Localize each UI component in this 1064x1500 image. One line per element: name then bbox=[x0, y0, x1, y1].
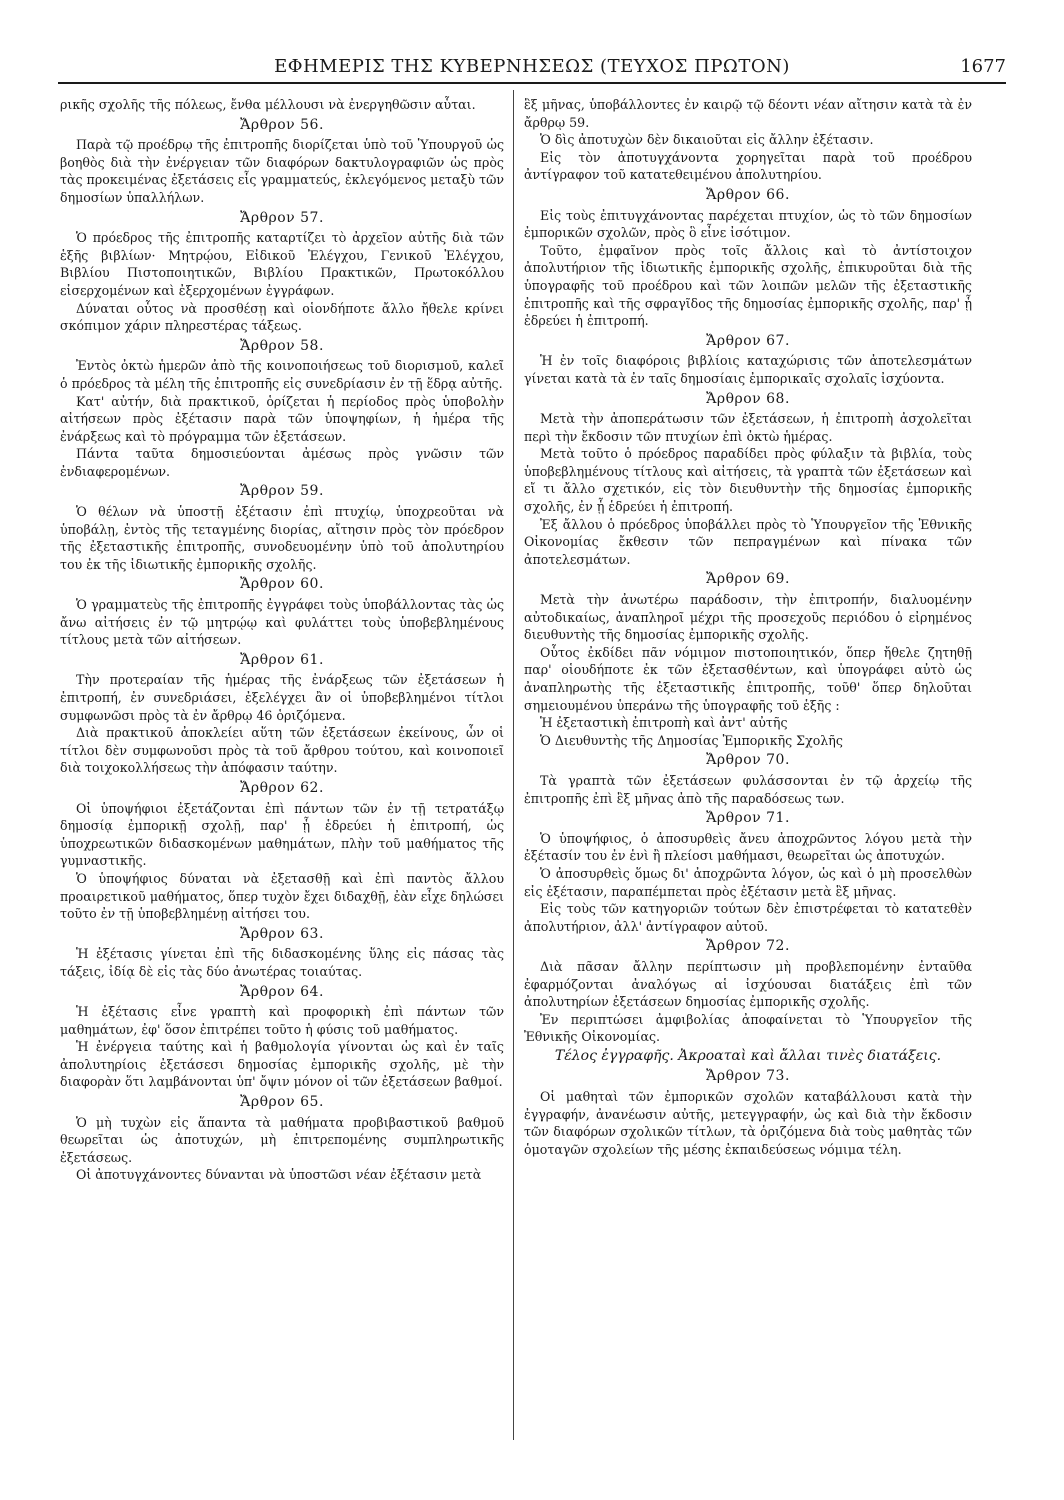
article-heading: Ἄρθρον 58. bbox=[240, 337, 324, 354]
paragraph: Τὰ γραπτὰ τῶν ἐξετάσεων φυλάσσονται ἐν τῷ ἀρχείῳ τῆς ἐπιτροπῆς ἐπὶ ἓξ μῆνας ἀπὸ τῆς παραδόσεως των. bbox=[524, 772, 972, 806]
article-heading: Ἄρθρον 67. bbox=[706, 332, 790, 349]
paragraph: Ἡ ἐν τοῖς διαφόροις βιβλίοις καταχώρισις τῶν ἀποτελεσμάτων γίνεται κατὰ τὰ ἐν ταῖς δημοσίαις ἐμπορικαῖς σχολαῖς ἰσχύοντα. bbox=[524, 353, 972, 386]
gazette-title: ΕΦΗΜΕΡΙΣ ΤΗΣ ΚΥΒΕΡΝΗΣΕΩΣ (ΤΕΥΧΟΣ ΠΡΩΤΟΝ) bbox=[274, 56, 790, 77]
header-rule bbox=[58, 82, 1006, 84]
paragraph: ρικῆς σχολῆς τῆς πόλεως, ἔνθα μέλλουσι νὰ ἐνεργηθῶσιν αὗται. bbox=[60, 97, 476, 112]
paragraph: Κατ' αὐτήν, διὰ πρακτικοῦ, ὁρίζεται ἡ περίοδος πρὸς ὑποβολὴν αἰτήσεων πρὸς ἐξέτασιν παρὰ τῶν ὑποψηφίων, ἡ ἡμέρα τῆς ἐνάρξεως καὶ τὸ πρόγραμμα τῶν ἐξετάσεων. bbox=[60, 393, 504, 444]
paragraph: Ὁ ὑποψήφιος δύναται νὰ ἐξετασθῇ καὶ ἐπὶ παντὸς ἄλλου προαιρετικοῦ μαθήματος, ὅπερ τυχὸν ἔχει διδαχθῇ, ἐὰν εἶχε δηλώσει τοῦτο ἐν τῇ ὑποβεβλημένῃ αἰτήσει του. bbox=[60, 870, 504, 922]
paragraph: Εἰς τὸν ἀποτυγχάνοντα χορηγεῖται παρὰ τοῦ προέδρου ἀντίγραφον τοῦ κατατεθειμένου ἀπολυτηρίου. bbox=[524, 149, 972, 183]
paragraph: Ἡ ἐξέτασις εἶνε γραπτὴ καὶ προφορικὴ ἐπὶ πάντων τῶν μαθημάτων, ἐφ' ὅσον ἐπιτρέπει τοῦτο ἡ φύσις τοῦ μαθήματος. bbox=[60, 1004, 504, 1037]
article-heading: Ἄρθρον 68. bbox=[706, 390, 790, 407]
article-heading: Ἄρθρον 73. bbox=[706, 1068, 790, 1085]
paragraph: Δύναται οὗτος νὰ προσθέσῃ καὶ οἱονδήποτε ἄλλο ἤθελε κρίνει σκόπιμον χάριν πληρεστέρας τάξεως. bbox=[60, 300, 504, 334]
paragraph: Ὁ Διευθυντὴς τῆς Δημοσίας Ἐμπορικῆς Σχολῆς bbox=[540, 732, 843, 748]
page-header bbox=[58, 56, 1006, 82]
paragraph: Οἱ μαθηταὶ τῶν ἐμπορικῶν σχολῶν καταβάλλουσι κατὰ τὴν ἐγγραφήν, ἀνανέωσιν αὐτῆς, μετεγγραφήν, ὡς καὶ διὰ τὴν ἔκδοσιν τῶν διαφόρων σχολικῶν τίτλων, τὰ ὁριζόμενα διὰ τοὺς μαθητὰς τῶν ὁμοταγῶν σχολείων τῆς μέσης ἐκπαιδεύσεως νόμιμα τέλη. bbox=[524, 1089, 972, 1157]
paragraph: Ἐξ ἄλλου ὁ πρόεδρος ὑποβάλλει πρὸς τὸ Ὑπουργεῖον τῆς Ἐθνικῆς Οἰκονομίας ἔκθεσιν τῶν πεπραγμένων καὶ πίνακα τῶν ἀποτελεσμάτων. bbox=[524, 516, 972, 567]
paragraph: Ὁ ἀποσυρθεὶς ὅμως δι' ἀποχρῶντα λόγον, ὡς καὶ ὁ μὴ προσελθὼν εἰς ἐξέτασιν, παραπέμπεται πρὸς ἐξέτασιν μετὰ ἓξ μῆνας. bbox=[524, 865, 972, 899]
paragraph: Μετὰ τὴν ἀνωτέρω παράδοσιν, τὴν ἐπιτροπήν, διαλυομένην αὐτοδικαίως, ἀναπληροῖ μέχρι τῆς προσεχοῦς περιόδου ὁ εἰρημένος διευθυντὴς τῆς δημοσίας ἐμπορικῆς σχολῆς. bbox=[524, 592, 972, 643]
paragraph: Ὁ δὶς ἀποτυχὼν δὲν δικαιοῦται εἰς ἄλλην ἐξέτασιν. bbox=[540, 132, 874, 148]
article-heading: Ἄρθρον 63. bbox=[240, 925, 324, 942]
paragraph: ἓξ μῆνας, ὑποβάλλοντες ἐν καιρῷ τῷ δέοντι νέαν αἴτησιν κατὰ τὰ ἐν ἄρθρῳ 59. bbox=[524, 97, 972, 130]
paragraph: Ὁ γραμματεὺς τῆς ἐπιτροπῆς ἐγγράφει τοὺς ὑποβάλλοντας τὰς ὡς ἄνω αἰτήσεις ἐν τῷ μητρῴῳ καὶ φυλάττει τοὺς ὑποβεβλημένους τίτλους μετὰ τῶν αἰτήσεων. bbox=[60, 597, 504, 648]
paragraph: Ὁ ὑποψήφιος, ὁ ἀποσυρθεὶς ἄνευ ἀποχρῶντος λόγου μετὰ τὴν ἐξέτασίν του ἐν ἑνὶ ἢ πλείοσι μαθήμασι, θεωρεῖται ὡς ἀποτυχών. bbox=[524, 830, 972, 864]
paragraph: Διὰ πᾶσαν ἄλλην περίπτωσιν μὴ προβλεπομένην ἐνταῦθα ἐφαρμόζονται ἀναλόγως αἱ ἰσχύουσαι διατάξεις ἐπὶ τῶν ἀπολυτηρίων ἐξετάσεων δημοσίας ἐμπορικῆς σχολῆς. bbox=[524, 958, 972, 1010]
right-column bbox=[524, 96, 972, 1396]
paragraph: Ἐν περιπτώσει ἀμφιβολίας ἀποφαίνεται τὸ Ὑπουργεῖον τῆς Ἐθνικῆς Οἰκονομίας. bbox=[524, 1011, 972, 1045]
paragraph: Τὴν προτεραίαν τῆς ἡμέρας τῆς ἐνάρξεως τῶν ἐξετάσεων ἡ ἐπιτροπή, ἐν συνεδριάσει, ἐξελέγχει ἂν οἱ ὑποβεβλημένοι τίτλοι συμφωνῶσι πρὸς τὰ ἐν ἄρθρῳ 46 ὁριζόμενα. bbox=[60, 672, 504, 723]
article-heading: Ἄρθρον 71. bbox=[706, 810, 790, 827]
article-heading: Ἄρθρον 69. bbox=[706, 571, 790, 588]
article-heading: Ἄρθρον 72. bbox=[706, 938, 790, 955]
paragraph: Μετὰ τὴν ἀποπεράτωσιν τῶν ἐξετάσεων, ἡ ἐπιτροπὴ ἀσχολεῖται περὶ τὴν ἔκδοσιν τῶν πτυχίων ἐπὶ ὀκτὼ ἡμέρας. bbox=[524, 411, 972, 444]
paragraph: Παρὰ τῷ προέδρῳ τῆς ἐπιτροπῆς διορίζεται ὑπὸ τοῦ Ὑπουργοῦ ὡς βοηθὸς διὰ τὴν ἐνέργειαν τῶν διαφόρων δακτυλογραφιῶν ὡς πρὸς τὰς προκειμένας ἐξετάσεις εἷς γραμματεύς, ἐκλεγόμενος μεταξὺ τῶν δημοσίων ὑπαλλήλων. bbox=[60, 137, 504, 205]
left-column bbox=[60, 96, 504, 1396]
article-heading: Ἄρθρον 70. bbox=[706, 752, 790, 769]
paragraph: Οὗτος ἐκδίδει πᾶν νόμιμον πιστοποιητικόν, ὅπερ ἤθελε ζητηθῇ παρ' οἱουδήποτε ἐκ τῶν ἐξετασθέντων, καὶ ὑπογράφει αὐτὸ ὡς ἀναπληρωτὴς τῆς ἐξεταστικῆς ἐπιτροπῆς, τοῦθ' ὅπερ δηλοῦται σημειουμένου ὑπεράνω τῆς ὑπογραφῆς τοῦ ἑξῆς : bbox=[524, 644, 972, 713]
article-heading: Ἄρθρον 60. bbox=[240, 576, 324, 593]
paragraph: Εἰς τοὺς ἐπιτυγχάνοντας παρέχεται πτυχίον, ὡς τὸ τῶν δημοσίων ἐμπορικῶν σχολῶν, πρὸς ὃ εἶνε ἰσότιμον. bbox=[524, 207, 972, 241]
column-divider bbox=[513, 90, 514, 1440]
article-heading: Ἄρθρον 61. bbox=[240, 651, 324, 668]
paragraph: Πάντα ταῦτα δημοσιεύονται ἀμέσως πρὸς γνῶσιν τῶν ἐνδιαφερομένων. bbox=[60, 446, 504, 479]
article-heading: Ἄρθρον 65. bbox=[240, 1094, 324, 1111]
paragraph: Εἰς τοὺς τῶν κατηγοριῶν τούτων δὲν ἐπιστρέφεται τὸ κατατεθὲν ἀπολυτήριον, ἀλλ' ἀντίγραφον αὐτοῦ. bbox=[524, 901, 972, 934]
paragraph: Διὰ πρακτικοῦ ἀποκλείει αὕτη τῶν ἐξετάσεων ἐκείνους, ὧν οἱ τίτλοι δὲν συμφωνοῦσι πρὸς τὰ τοῦ ἄρθρου τούτου, καὶ κοινοποιεῖ διὰ τοιχοκολλήσεως τὴν ἀπόφασιν ταύτην. bbox=[60, 725, 504, 776]
paragraph: Ἡ ἐξεταστικὴ ἐπιτροπὴ καὶ ἀντ' αὐτῆς bbox=[540, 715, 788, 731]
paragraph: Ἡ ἐξέτασις γίνεται ἐπὶ τῆς διδασκομένης ὕλης εἰς πάσας τὰς τάξεις, ἰδίᾳ δὲ εἰς τὰς δύο ἀνωτέρας τοιαύτας. bbox=[60, 946, 504, 979]
paragraph: Οἱ ὑποψήφιοι ἐξετάζονται ἐπὶ πάντων τῶν ἐν τῇ τετρατάξῳ δημοσίᾳ ἐμπορικῇ σχολῇ, παρ' ᾗ ἑδρεύει ἡ ἐπιτροπή, ὡς ὑποχρεωτικῶν διδασκομένων μαθημάτων, πλὴν τοῦ μαθήματος τῆς γυμναστικῆς. bbox=[60, 800, 504, 869]
paragraph: Μετὰ τοῦτο ὁ πρόεδρος παραδίδει πρὸς φύλαξιν τὰ βιβλία, τοὺς ὑποβεβλημένους τίτλους καὶ αἰτήσεις, τὰ γραπτὰ τῶν ἐξετάσεων καὶ εἴ τι ἄλλο σχετικόν, εἰς τὸν διευθυντὴν τῆς δημοσίας ἐμπορικῆς σχολῆς, ἐν ᾗ ἑδρεύει ἡ ἐπιτροπή. bbox=[524, 446, 972, 515]
paragraph: Ὁ πρόεδρος τῆς ἐπιτροπῆς καταρτίζει τὸ ἀρχεῖον αὐτῆς διὰ τῶν ἑξῆς βιβλίων· Μητρῴου, Εἰδικοῦ Ἐλέγχου, Γενικοῦ Ἐλέγχου, Βιβλίου Πιστοποιητικῶν, Βιβλίου Πρακτικῶν, Πρωτοκόλλου εἰσερχομένων καὶ ἐξερχομένων ἐγγράφων. bbox=[60, 230, 504, 298]
section-heading: Τέλος ἐγγραφῆς. Ἀκροαταὶ καὶ ἄλλαι τινὲς διατάξεις. bbox=[554, 1047, 942, 1064]
article-heading: Ἄρθρον 56. bbox=[240, 116, 324, 133]
article-heading: Ἄρθρον 57. bbox=[240, 209, 324, 226]
paragraph: Οἱ ἀποτυγχάνοντες δύνανται νὰ ὑποστῶσι νέαν ἐξέτασιν μετὰ bbox=[76, 1167, 482, 1183]
article-heading: Ἄρθρον 59. bbox=[240, 483, 324, 500]
page-number: 1677 bbox=[960, 56, 1006, 77]
article-heading: Ἄρθρον 66. bbox=[706, 186, 790, 203]
paragraph: Ἐντὸς ὀκτὼ ἡμερῶν ἀπὸ τῆς κοινοποιήσεως τοῦ διορισμοῦ, καλεῖ ὁ πρόεδρος τὰ μέλη τῆς ἐπιτροπῆς εἰς συνεδρίασιν ἐν τῇ ἕδρᾳ αὐτῆς. bbox=[60, 358, 504, 391]
paragraph: Ὁ μὴ τυχὼν εἰς ἅπαντα τὰ μαθήματα προβιβαστικοῦ βαθμοῦ θεωρεῖται ὡς ἀποτυχών, μὴ ἐπιτρεπομένης συμπληρωτικῆς ἐξετάσεως. bbox=[60, 1114, 504, 1165]
article-heading: Ἄρθρον 64. bbox=[240, 983, 324, 1000]
paragraph: Τοῦτο, ἐμφαῖνον πρὸς τοῖς ἄλλοις καὶ τὸ ἀντίστοιχον ἀπολυτήριον τῆς ἰδιωτικῆς ἐμπορικῆς σχολῆς, ἐπικυροῦται διὰ τῆς ὑπογραφῆς τοῦ προέδρου καὶ τῶν λοιπῶν μελῶν τῆς ἐξεταστικῆς ἐπιτροπῆς καὶ τῆς σφραγῖδος τῆς δημοσίας ἐμπορικῆς σχολῆς, παρ' ᾗ ἑδρεύει ἡ ἐπιτροπή. bbox=[524, 242, 972, 329]
article-heading: Ἄρθρον 62. bbox=[240, 779, 324, 796]
paragraph: Ὁ θέλων νὰ ὑποστῇ ἐξέτασιν ἐπὶ πτυχίῳ, ὑποχρεοῦται νὰ ὑποβάλῃ, ἐντὸς τῆς τεταγμένης διορίας, αἴτησιν πρὸς τὸν πρόεδρον τῆς ἐξεταστικῆς ἐπιτροπῆς, συνοδευομένην ὑπὸ τοῦ ἀπολυτηρίου του ἐκ τῆς ἰδιωτικῆς ἐμπορικῆς σχολῆς. bbox=[60, 504, 504, 572]
paragraph: Ἡ ἐνέργεια ταύτης καὶ ἡ βαθμολογία γίνονται ὡς καὶ ἐν ταῖς ἀπολυτηρίοις ἐξετάσεσι δημοσίας ἐμπορικῆς σχολῆς, μὲ τὴν διαφορὰν ὅτι λαμβάνονται ὑπ' ὄψιν μόνον οἱ τῶν ἐξετάσεων βαθμοί. bbox=[60, 1039, 504, 1090]
